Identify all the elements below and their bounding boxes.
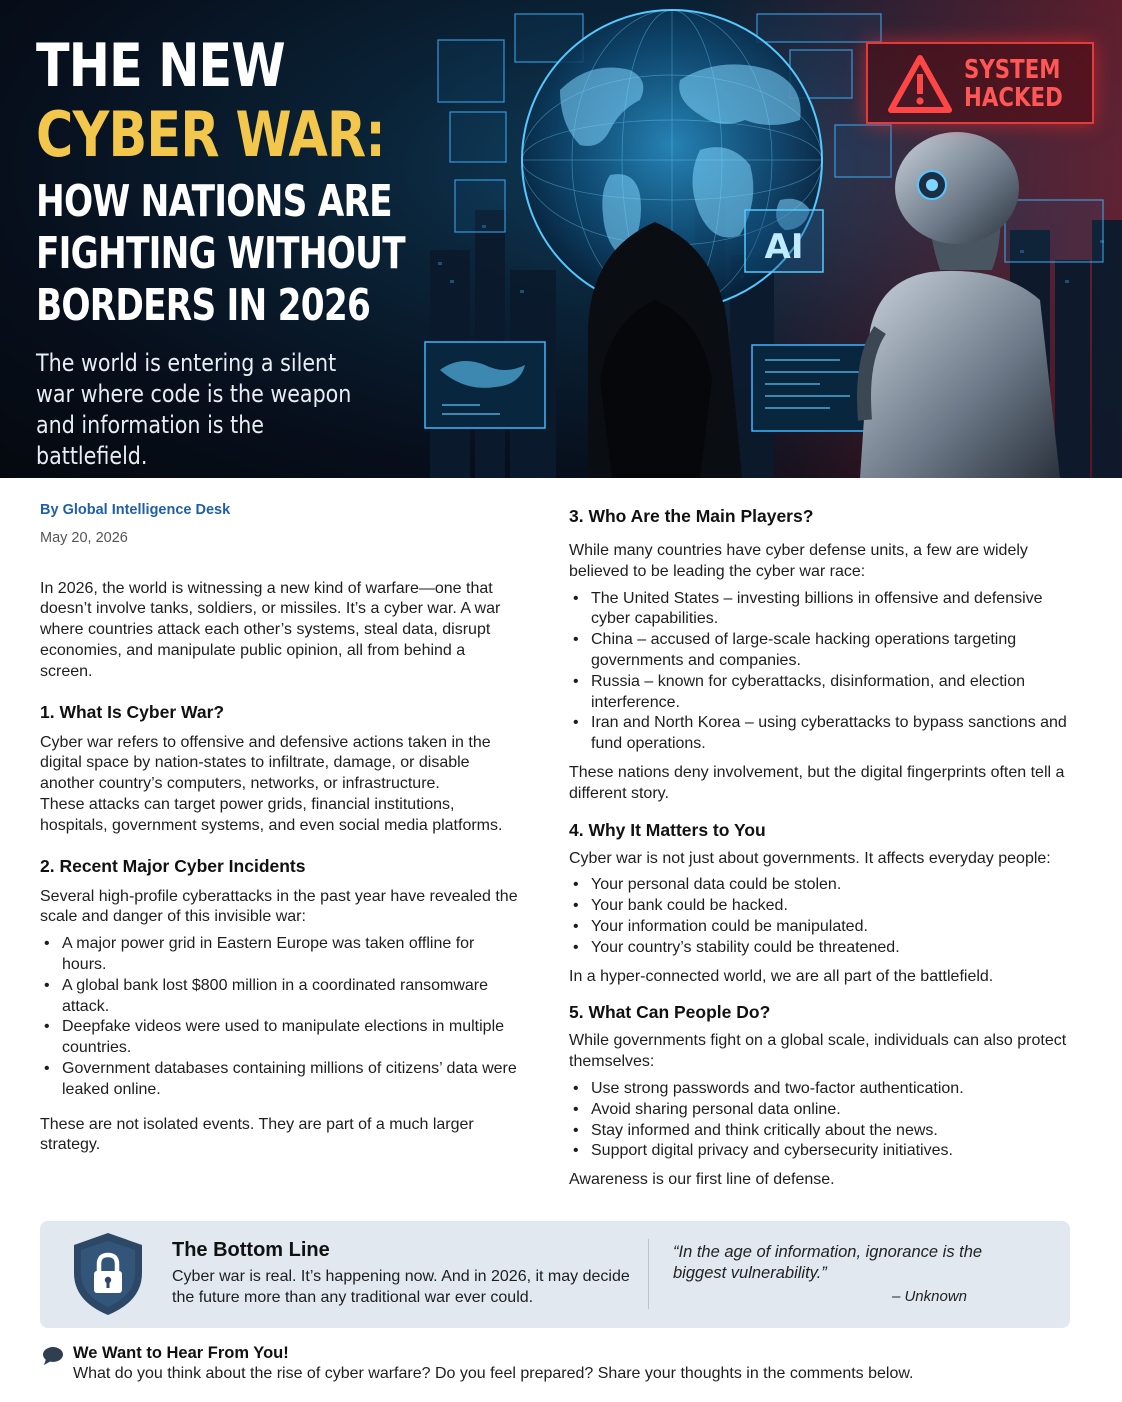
badge-line-1: SYSTEM xyxy=(964,55,1061,85)
title-line-5: BORDERS IN 2026 xyxy=(36,280,371,331)
section-main-players xyxy=(569,505,1079,805)
byline: By Global Intelligence Desk xyxy=(40,502,231,518)
title-line-1: THE NEW xyxy=(36,31,285,101)
page-title xyxy=(36,31,416,332)
section-paragraph: These are not isolated events. They are part of a much larger strategy. xyxy=(40,1115,474,1154)
list-item: • Support digital privacy and cybersecurity initiatives. xyxy=(569,1141,1079,1162)
title-line-2: CYBER WAR: xyxy=(36,98,385,171)
ai-label: AI xyxy=(764,227,804,267)
section-heading: 3. Who Are the Main Players? xyxy=(569,506,814,526)
system-hacked-badge xyxy=(866,42,1094,124)
list-item: • China – accused of large-scale hacking operations targeting governments and companies. xyxy=(569,630,1079,672)
list-item: • Use strong passwords and two-factor authentication. xyxy=(569,1079,1079,1100)
impact-list xyxy=(569,875,1079,958)
section-what-is-cyber-war xyxy=(40,701,520,837)
hero-headline-block xyxy=(36,31,416,472)
hero-subtitle: The world is entering a silent war where code is the weapon and information is the battlefield. xyxy=(36,349,352,470)
list-item: • Iran and North Korea – using cyberattacks to bypass sanctions and fund operations. xyxy=(569,713,1079,755)
feedback-text: What do you think about the rise of cyber warfare? Do you feel prepared? Share your thoughts in the comments below. xyxy=(73,1365,914,1382)
list-item: • Your personal data could be stolen. xyxy=(569,875,1079,896)
section-paragraph: These nations deny involvement, but the digital fingerprints often tell a different story. xyxy=(569,763,1065,802)
list-item: • Avoid sharing personal data online. xyxy=(569,1100,1079,1121)
title-line-3: HOW NATIONS ARE xyxy=(36,176,392,227)
title-line-4: FIGHTING WITHOUT xyxy=(36,228,405,279)
section-paragraph: Cyber war refers to offensive and defensive actions taken in the digital space by nation-states to infiltrate, damage, or disable another country’s computers, networks, or infrastructure. xyxy=(40,733,491,793)
section-paragraph: While governments fight on a global scale, individuals can also protect themselves: xyxy=(569,1032,1067,1071)
section-paragraph: While many countries have cyber defense units, a few are widely believed to be leading the cyber war race: xyxy=(569,542,1028,580)
list-item: • Stay informed and think critically about the news. xyxy=(569,1121,1079,1142)
hero-banner xyxy=(0,0,1122,478)
section-paragraph: Cyber war is not just about governments. It affects everyday people: xyxy=(569,849,1051,867)
shield-lock-icon xyxy=(70,1231,146,1317)
warning-icon xyxy=(888,54,952,114)
section-heading: 1. What Is Cyber War? xyxy=(40,701,225,722)
list-item: • Your information could be manipulated. xyxy=(569,917,1079,938)
speech-bubble-icon xyxy=(42,1346,64,1366)
list-item: • A global bank lost $800 million in a coordinated ransomware attack. xyxy=(40,976,520,1018)
section-recent-incidents xyxy=(40,855,520,1157)
bottom-line-box xyxy=(40,1221,1070,1328)
section-paragraph: Awareness is our first line of defense. xyxy=(569,1171,835,1189)
list-item: • Russia – known for cyberattacks, disinformation, and election interference. xyxy=(569,672,1079,714)
intro-paragraph: In 2026, the world is witnessing a new kind of warfare—one that doesn’t involve tanks, soldiers, or missiles. It’s a cyber war. A war where countries attack each other’s systems, steal data, disrupt economies, and manipulate public opinion, all from behind a screen. xyxy=(40,579,501,680)
quote-text: “In the age of information, ignorance is the biggest vulnerability.” xyxy=(673,1243,983,1282)
list-item: • Your bank could be hacked. xyxy=(569,896,1079,917)
list-item: • A major power grid in Eastern Europe was taken offline for hours. xyxy=(40,934,520,976)
feedback-title: We Want to Hear From You! xyxy=(73,1344,289,1362)
divider xyxy=(648,1239,649,1309)
list-item: • The United States – investing billions in offensive and defensive cyber capabilities. xyxy=(569,589,1079,631)
section-paragraph: Several high-profile cyberattacks in the past year have revealed the scale and danger of this invisible war: xyxy=(40,887,518,926)
list-item: • Your country’s stability could be threatened. xyxy=(569,938,1079,959)
section-heading: 5. What Can People Do? xyxy=(569,1002,771,1023)
section-heading: 4. Why It Matters to You xyxy=(569,819,766,840)
publish-date: May 20, 2026 xyxy=(40,529,128,546)
badge-line-2: HACKED xyxy=(964,83,1063,113)
protection-list xyxy=(569,1079,1079,1162)
section-paragraph: In a hyper-connected world, we are all part of the battlefield. xyxy=(569,967,994,985)
players-list xyxy=(569,589,1079,755)
list-item: • Government databases containing millions of citizens’ data were leaked online. xyxy=(40,1059,520,1101)
bottom-line-title: The Bottom Line xyxy=(172,1239,330,1261)
bottom-line-text: Cyber war is real. It’s happening now. And in 2026, it may decide the future more than any traditional war ever could. xyxy=(172,1268,630,1306)
section-why-it-matters xyxy=(569,819,1079,988)
section-what-people-can-do xyxy=(569,1001,1079,1191)
list-item: • Deepfake videos were used to manipulate elections in multiple countries. xyxy=(40,1017,520,1059)
quote-author: – Unknown xyxy=(891,1288,967,1305)
section-heading: 2. Recent Major Cyber Incidents xyxy=(40,855,306,876)
article-left-column xyxy=(40,500,520,1156)
system-hacked-label xyxy=(964,56,1063,112)
article-right-column xyxy=(569,505,1079,1191)
section-paragraph: These attacks can target power grids, financial institutions, hospitals, government systems, and even social media platforms. xyxy=(40,795,503,834)
incident-list xyxy=(40,934,520,1100)
